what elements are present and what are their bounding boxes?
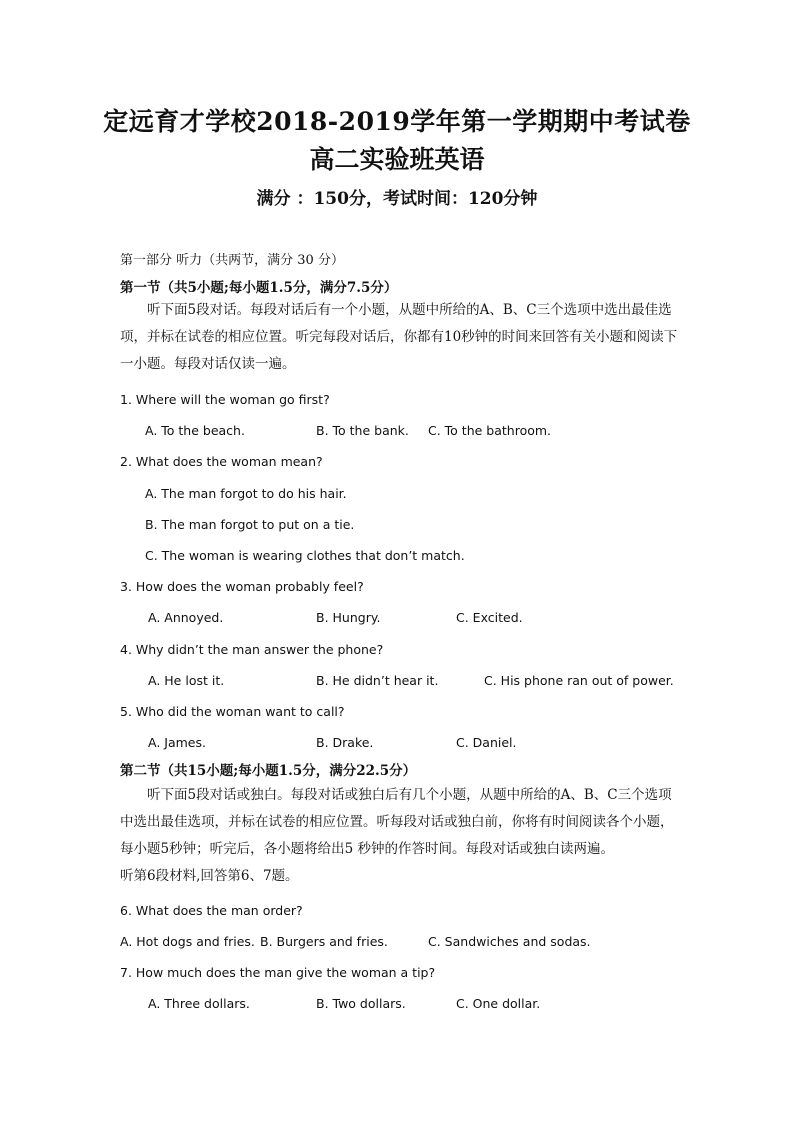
question-4-option-b: B. He didn’t hear it.: [316, 673, 439, 688]
question-6-option-a: A. Hot dogs and fries.: [120, 934, 255, 949]
question-5-option-a: A. James.: [148, 735, 206, 750]
question-6-stem: 6. What does the man order?: [120, 903, 303, 918]
question-7-option-b: B. Two dollars.: [316, 996, 406, 1011]
question-4-option-a: A. He lost it.: [148, 673, 225, 688]
part1-heading: 第一部分 听力（共两节，满分 30 分）: [120, 253, 344, 268]
question-1-option-c: C. To the bathroom.: [428, 423, 552, 438]
question-3-option-b: B. Hungry.: [316, 610, 381, 625]
question-2-option-a: A. The man forgot to do his hair.: [145, 486, 347, 501]
question-6-option-b: B. Burgers and fries.: [260, 934, 388, 949]
question-1-option-b: B. To the bank.: [316, 423, 409, 438]
question-1-option-a: A. To the beach.: [145, 423, 245, 438]
question-3-stem: 3. How does the woman probably feel?: [120, 579, 364, 594]
question-2-stem: 2. What does the woman mean?: [120, 454, 323, 469]
section1-instructions: [120, 297, 680, 378]
question-7-stem: 7. How much does the man give the woman a tip?: [120, 965, 436, 980]
section2-instructions: [120, 782, 680, 890]
exam-score-time: 满分 ：150分，考试时间：120分钟: [256, 189, 538, 209]
question-4-stem: 4. Why didn’t the man answer the phone?: [120, 642, 384, 657]
question-5-option-b: B. Drake.: [316, 735, 374, 750]
exam-subject-title: 高二实验班英语: [309, 145, 485, 174]
section2-heading: 第二节（共15小题;每小题1.5分，满分22.5分）: [120, 763, 417, 779]
passage-6-note: 听第6段材料,回答第6、7题。: [120, 868, 299, 884]
question-6-option-c: C. Sandwiches and sodas.: [428, 934, 591, 949]
section2-instructions-text: 听下面5段对话或独白。每段对话或独白后有几个小题，从题中所给的A、B、C三个选项中选出最佳选项，并标在试卷的相应位置。听每段对话或独白前，你将有时间阅读各个小题，每小题5秒钟；听完后，各小题将给出5 秒钟的作答时间。每段对话或独白读两遍。: [120, 787, 674, 857]
exam-title: 定远育才学校2018-2019学年第一学期期中考试卷: [103, 107, 691, 136]
question-7-option-c: C. One dollar.: [456, 996, 541, 1011]
question-4-option-c: C. His phone ran out of power.: [484, 673, 674, 688]
question-3-option-c: C. Excited.: [456, 610, 523, 625]
question-5-option-c: C. Daniel.: [456, 735, 517, 750]
section1-instructions-text: 听下面5段对话。每段对话后有一个小题，从题中所给的A、B、C三个选项中选出最佳选项，并标在试卷的相应位置。听完每段对话后，你都有10秒钟的时间来回答有关小题和阅读下一小题。每段对话仅读一遍。: [120, 302, 678, 372]
section1-heading: 第一节（共5小题;每小题1.5分，满分7.5分）: [120, 280, 398, 296]
question-1-stem: 1. Where will the woman go first?: [120, 392, 330, 407]
question-7-option-a: A. Three dollars.: [148, 996, 250, 1011]
question-2-option-c: C. The woman is wearing clothes that don’t match.: [145, 548, 465, 563]
question-5-stem: 5. Who did the woman want to call?: [120, 704, 345, 719]
question-3-option-a: A. Annoyed.: [148, 610, 224, 625]
question-2-option-b: B. The man forgot to put on a tie.: [145, 517, 355, 532]
